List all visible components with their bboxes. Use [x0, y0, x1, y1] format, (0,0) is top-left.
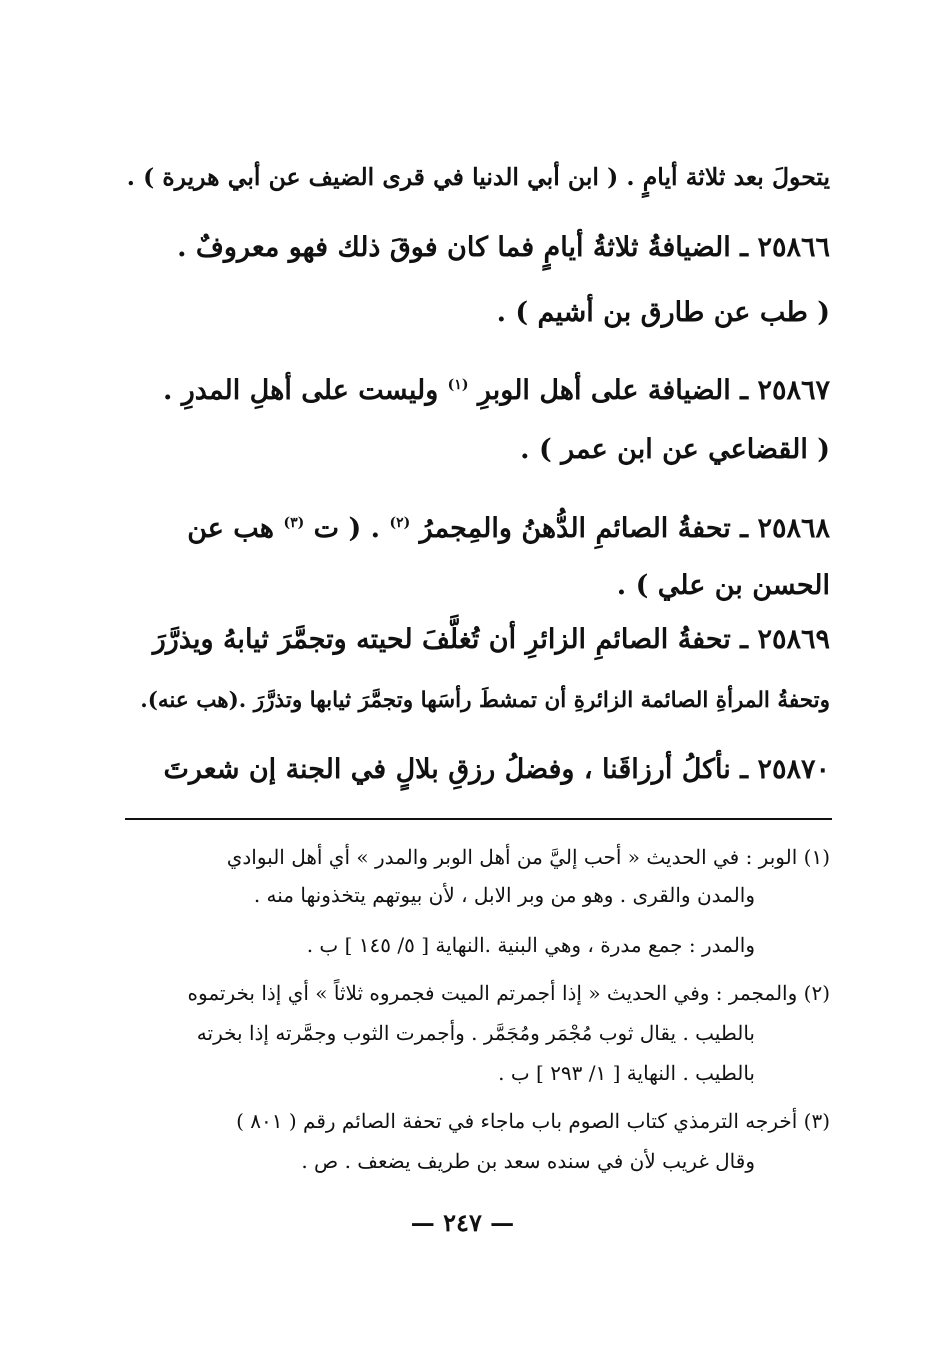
footnote-text: والمدن والقرى . وهو من وبر الابل ، لأن بيوتهم يتخذونها منه . — [253, 883, 755, 907]
footnote-2-line-2 — [197, 1018, 755, 1048]
hadith-text: ٢٥٨٧٠ ـ نأكلُ أرزاقَنا ، وفضلُ رزقِ بلالٍ في الجنة إن شعرتَ — [163, 754, 830, 785]
hadith-source: ( طب عن طارق بن أشيم ) . — [496, 297, 830, 328]
hadith-text: ٢٥٨٦٨ ـ تحفةُ الصائمِ الدُّهنُ والمِجمرُ — [419, 513, 830, 544]
hadith-text: ٢٥٨٦٩ ـ تحفةُ الصائمِ الزائرِ أن تُغلَّفَ لحيته وتجمَّرَ ثيابهُ ويذرَّرَ — [152, 624, 830, 655]
hadith-text: ٢٥٨٦٦ ـ الضيافةُ ثلاثةُ أيامٍ فما كان فوقَ ذلك فهو معروفٌ . — [177, 232, 830, 263]
footnote-text: (٢) والمجمر : وفي الحديث « إذا أجمرتم الميت فجمروه ثلاثاً » أي إذا بخرتموه — [187, 981, 830, 1005]
hadith-25869-cont — [140, 681, 830, 721]
hadith-text: . ( ت — [313, 513, 381, 544]
hadith-source: الحسن بن علي ) . — [616, 570, 830, 601]
footnote-text: والمدر : جمع مدرة ، وهي البنية .النهاية [ ٥/ ١٤٥ ] ب . — [306, 933, 755, 957]
footnote-text: بالطيب . يقال ثوب مُجْمَر ومُجَمَّر . وأجمرت الثوب وجمَّرته إذا بخرته — [196, 1021, 755, 1045]
footnote-marker: (٢) — [389, 515, 411, 531]
hadith-text: ٢٥٨٦٧ ـ الضيافة على أهل الوبرِ — [477, 375, 830, 406]
text-line-continuation — [127, 157, 830, 197]
footnote-marker: (٣) — [283, 515, 305, 531]
footnote-text: بالطيب . النهاية [ ١/ ٢٩٣ ] ب . — [498, 1061, 755, 1085]
hadith-text: وليست على أهلِ المدرِ . — [162, 375, 439, 406]
hadith-25867 — [163, 365, 830, 411]
footnote-text: (١) الوبر : في الحديث « أحب إليَّ من أهل الوبر والمدر » أي أهل البوادي — [226, 845, 830, 869]
footnote-1-line-2 — [254, 880, 755, 910]
hadith-25866-source — [497, 293, 830, 333]
footnote-1-line-3 — [307, 930, 755, 960]
page-number: — ٢٤٧ — — [410, 1208, 515, 1237]
footnote-1 — [227, 842, 830, 872]
footnote-text: (٣) أخرجه الترمذي كتاب الصوم باب ماجاء في تحفة الصائم رقم ( ٨٠١ ) — [236, 1109, 830, 1133]
hadith-text: هب عن — [187, 513, 275, 544]
hadith-25868 — [187, 503, 830, 549]
footnote-text: وقال غريب لأن في سنده سعد بن طريف يضعف . ص . — [301, 1149, 755, 1173]
hadith-text: وتحفةُ المرأةِ الصائمة الزائرةِ أن تمشطَ رأسَها وتجمَّرَ ثيابها وتذرَّرَ .(هب عنه). — [140, 688, 830, 713]
footnote-marker: (١) — [447, 377, 469, 393]
footnote-3-line-2 — [301, 1146, 755, 1176]
footnote-separator — [125, 818, 832, 820]
hadith-25867-source — [520, 430, 830, 470]
hadith-25868-source — [617, 566, 830, 606]
hadith-25866 — [177, 228, 830, 268]
footnote-2 — [188, 978, 830, 1008]
footnote-3 — [236, 1106, 830, 1136]
hadith-25870 — [163, 750, 830, 790]
footnote-2-line-3 — [498, 1058, 755, 1088]
hadith-source: ( القضاعي عن ابن عمر ) . — [520, 434, 830, 465]
continuation-text: يتحولَ بعد ثلاثة أيامٍ . ( ابن أبي الدنيا في قرى الضيف عن أبي هريرة ) . — [126, 163, 830, 191]
hadith-25869 — [153, 620, 830, 660]
